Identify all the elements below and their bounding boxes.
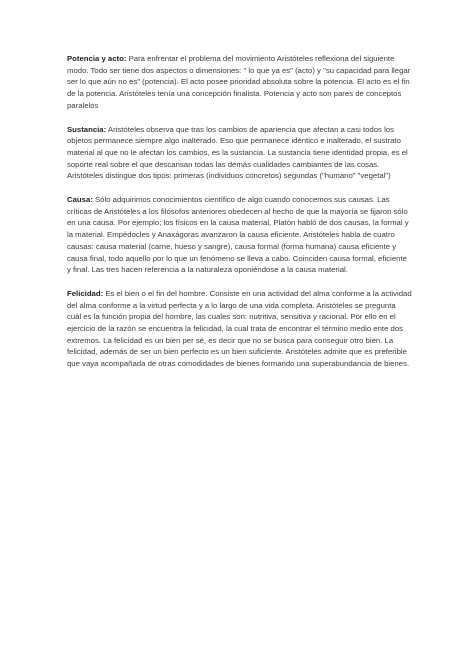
term-felicidad: Felicidad: [67, 288, 104, 298]
document-body [67, 53, 412, 382]
term-sustancia: Sustancia: [67, 124, 107, 134]
paragraph-text: Para enfrentar el problema del movimiento Aristóteles reflexiona del siguiente modo. Todo ser tiene dos aspectos o dimensiones: " lo que ya es" (acto) y "su capacidad para llegar ser lo que aún no es" (potencia). El acto posee prioridad absoluta sobre la potencia. El acto es el fin de la potencia. Aristóteles tenía una concepción finalista. Potencia y acto son pares de conceptos paralelos [67, 54, 411, 110]
paragraph-felicidad [67, 288, 412, 370]
paragraph-text: Aristóteles observa que tras los cambios de apariencia que afectan a casi todos los objetos permanece siempre algo inalterado. Eso que permanece idéntico e inalterado, el sustrato material al que no le afectan los cambios, es la sustancia. La sustancia tiene identidad propia, es el soporte real sobre el que descansan todas las demás cualidades cambiantes de las cosas. Aristóteles distingue dos tipos: primeras (individuos concretos) segundas ("humano" "vegetal") [67, 124, 408, 181]
paragraph-causa [67, 194, 412, 276]
paragraph-text: Sólo adquirimos conocimientos científico de algo cuando conocemos sus causas. Las críticas de Aristóteles a los filósofos anteriores obedecen al hecho de que la mayoría se fijaron sólo en una causa. Por ejemplo; los físicos en la causa material, Platón habló de dos causas, la formal y la material. Empédocles y Anaxágoras avanzaron la causa eficiente. Aristóteles habla de cuatro causas: causa material (carne, hueso y sangre), causa formal (forma humana) causa eficiente y causa final, todo aquello por lo que un fenómeno se lleva a cabo. Coinciden causa formal, eficiente y final. Las tres hacen referencia a la naturaleza oponiéndose a la causa material. [67, 195, 409, 275]
paragraph-sustancia [67, 124, 412, 183]
paragraph-potencia-y-acto [67, 53, 412, 112]
paragraph-text: Es el bien o el fin del hombre. Consiste en una actividad del alma conforme a la actividad del alma conforme a la virtud perfecta y a lo largo de una vida completa. Aristóteles se pregunta cuál es la función propia del hombre, las cuales son: nutritiva, sensitiva y racional. Por ello en el ejercicio de la razón se encuentra la felicidad, la cual trata de encontrar el término medio ente dos extremos. La felicidad es un bien per sé, es decir que no se busca para conseguir otro bien. La felicidad, además de ser un bien perfecto es un bien suficiente. Aristóteles admite que es preferible que vaya acompañada de otras comodidades de bienes formando una superabundancia de bienes. [67, 288, 412, 369]
term-causa: Causa: [67, 195, 93, 205]
term-potencia-y-acto: Potencia y acto: [67, 54, 127, 63]
